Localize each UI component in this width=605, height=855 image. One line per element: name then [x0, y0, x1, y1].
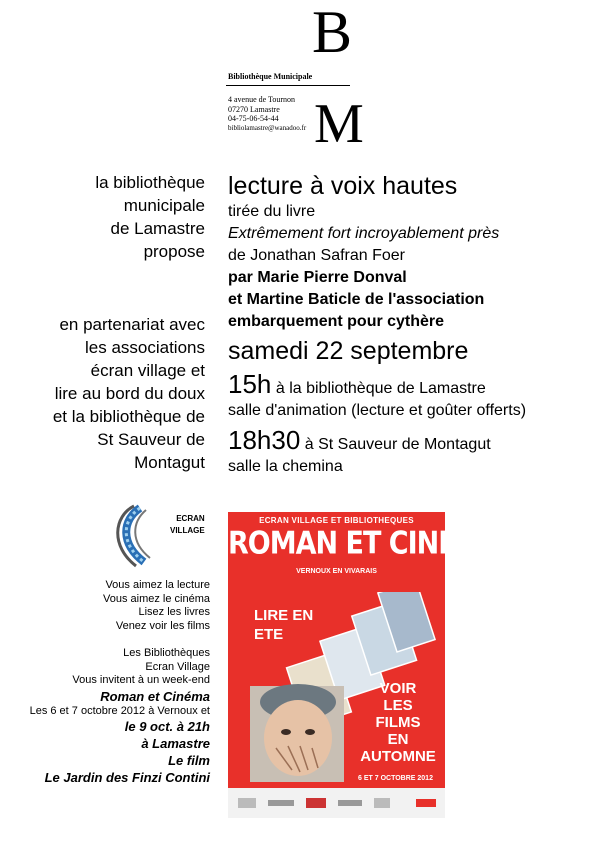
library-logo-m: M — [314, 93, 364, 155]
sponsor-logos-strip — [228, 788, 445, 818]
partner-line: Montagut — [134, 453, 205, 472]
screening-line: à Lamastre — [141, 736, 210, 751]
event-source: tirée du livre — [228, 203, 316, 220]
readers-line: par Marie Pierre Donval — [228, 269, 407, 286]
partner-line: en partenariat avec — [59, 315, 205, 334]
library-logo-b: B — [312, 0, 353, 65]
invite-line: Ecran Village — [145, 660, 210, 673]
promo-dates: Les 6 et 7 octobre 2012 à Vernoux et — [29, 704, 210, 717]
poster-title: ROMAN ET CINEMA — [228, 525, 502, 562]
partner-line: les associations — [84, 338, 205, 357]
voir-line: AUTOMNE — [360, 748, 436, 765]
ecran-village-label — [170, 513, 205, 537]
poster-subtitle: VERNOUX EN VIVARAIS — [296, 568, 377, 575]
partners-text — [0, 313, 205, 474]
intro-line: de Lamastre — [110, 219, 205, 238]
promo-line: Venez voir les films — [115, 619, 210, 632]
intro-text — [0, 171, 205, 263]
poster-top-text: ECRAN VILLAGE ET BIBLIOTHEQUES — [259, 516, 414, 525]
partner-line: écran village et — [90, 361, 205, 380]
poster-dates: 6 ET 7 OCTOBRE 2012 — [358, 775, 433, 782]
partner-line: St Sauveur de — [97, 430, 205, 449]
promo-line: Vous aimez la lecture — [105, 579, 210, 591]
voir-line: VOIR — [379, 680, 417, 697]
child-photo-image — [242, 682, 352, 786]
invite-line: Les Bibliothèques — [123, 647, 210, 659]
promo-line: Vous aimez le cinéma — [103, 592, 210, 605]
phone-number: 04-75-06-54-44 — [228, 114, 279, 123]
invite-line: Vous invitent à un week-end — [72, 674, 210, 686]
readers-line: et Martine Baticle de l'association — [228, 291, 485, 308]
session-1-time: 15h — [228, 369, 272, 399]
event-date: samedi 22 septembre — [228, 337, 469, 365]
book-title: Extrêmement fort incroyablement près — [228, 225, 500, 242]
promo-event-name: Roman et Cinéma — [100, 688, 210, 704]
sponsor-logos-image — [228, 788, 445, 818]
intro-line: la bibliothèque — [95, 173, 205, 192]
film-strip-icon — [106, 502, 166, 572]
partner-line: et la bibliothèque de — [52, 407, 205, 426]
session-2-room: salle la chemina — [228, 458, 343, 475]
film-title: Le Jardin des Finzi Contini — [44, 770, 210, 785]
session-2-time: 18h30 — [228, 425, 301, 455]
session-2-place: à St Sauveur de Montagut — [304, 436, 491, 453]
readers-line: embarquement pour cythère — [228, 313, 445, 330]
roman-cinema-poster — [228, 512, 502, 818]
screening-line: le 9 oct. à 21h — [124, 719, 210, 734]
session-1-room: salle d'animation (lecture et goûter offerts) — [228, 402, 527, 419]
letterhead-divider — [226, 85, 350, 86]
ecran-label-line: ECRAN — [176, 514, 205, 523]
voir-line: LES — [383, 697, 413, 714]
address-line: 4 avenue de Tournon — [228, 95, 296, 104]
session-1 — [228, 368, 598, 400]
book-author: de Jonathan Safran Foer — [228, 247, 406, 264]
intro-line: propose — [143, 242, 205, 261]
village-label-line: VILLAGE — [170, 526, 205, 535]
screening-line: Le film — [168, 753, 210, 768]
promo-invite — [5, 647, 210, 786]
library-address — [228, 95, 306, 133]
partner-line: lire au bord du doux — [54, 384, 205, 403]
lire-line: LIRE EN — [254, 607, 314, 624]
promo-lines — [5, 579, 210, 633]
library-name: Bibliothèque Municipale — [228, 72, 313, 81]
event-details — [228, 172, 598, 478]
event-title: lecture à voix hautes — [228, 172, 458, 200]
lire-line: ETE — [254, 626, 284, 643]
poster-lire-text — [254, 606, 313, 644]
address-line: 07270 Lamastre — [228, 104, 280, 114]
session-1-place: à la bibliothèque de Lamastre — [275, 380, 486, 397]
promo-line: Lisez les livres — [138, 606, 210, 618]
voir-line: EN — [387, 731, 409, 748]
session-2 — [228, 424, 598, 456]
voir-line: FILMS — [375, 714, 421, 731]
poster-voir-text — [356, 680, 440, 765]
intro-line: municipale — [123, 196, 205, 215]
ecran-village-logo — [106, 502, 166, 577]
email-address: bibliolamastre@wanadoo.fr — [228, 123, 307, 132]
